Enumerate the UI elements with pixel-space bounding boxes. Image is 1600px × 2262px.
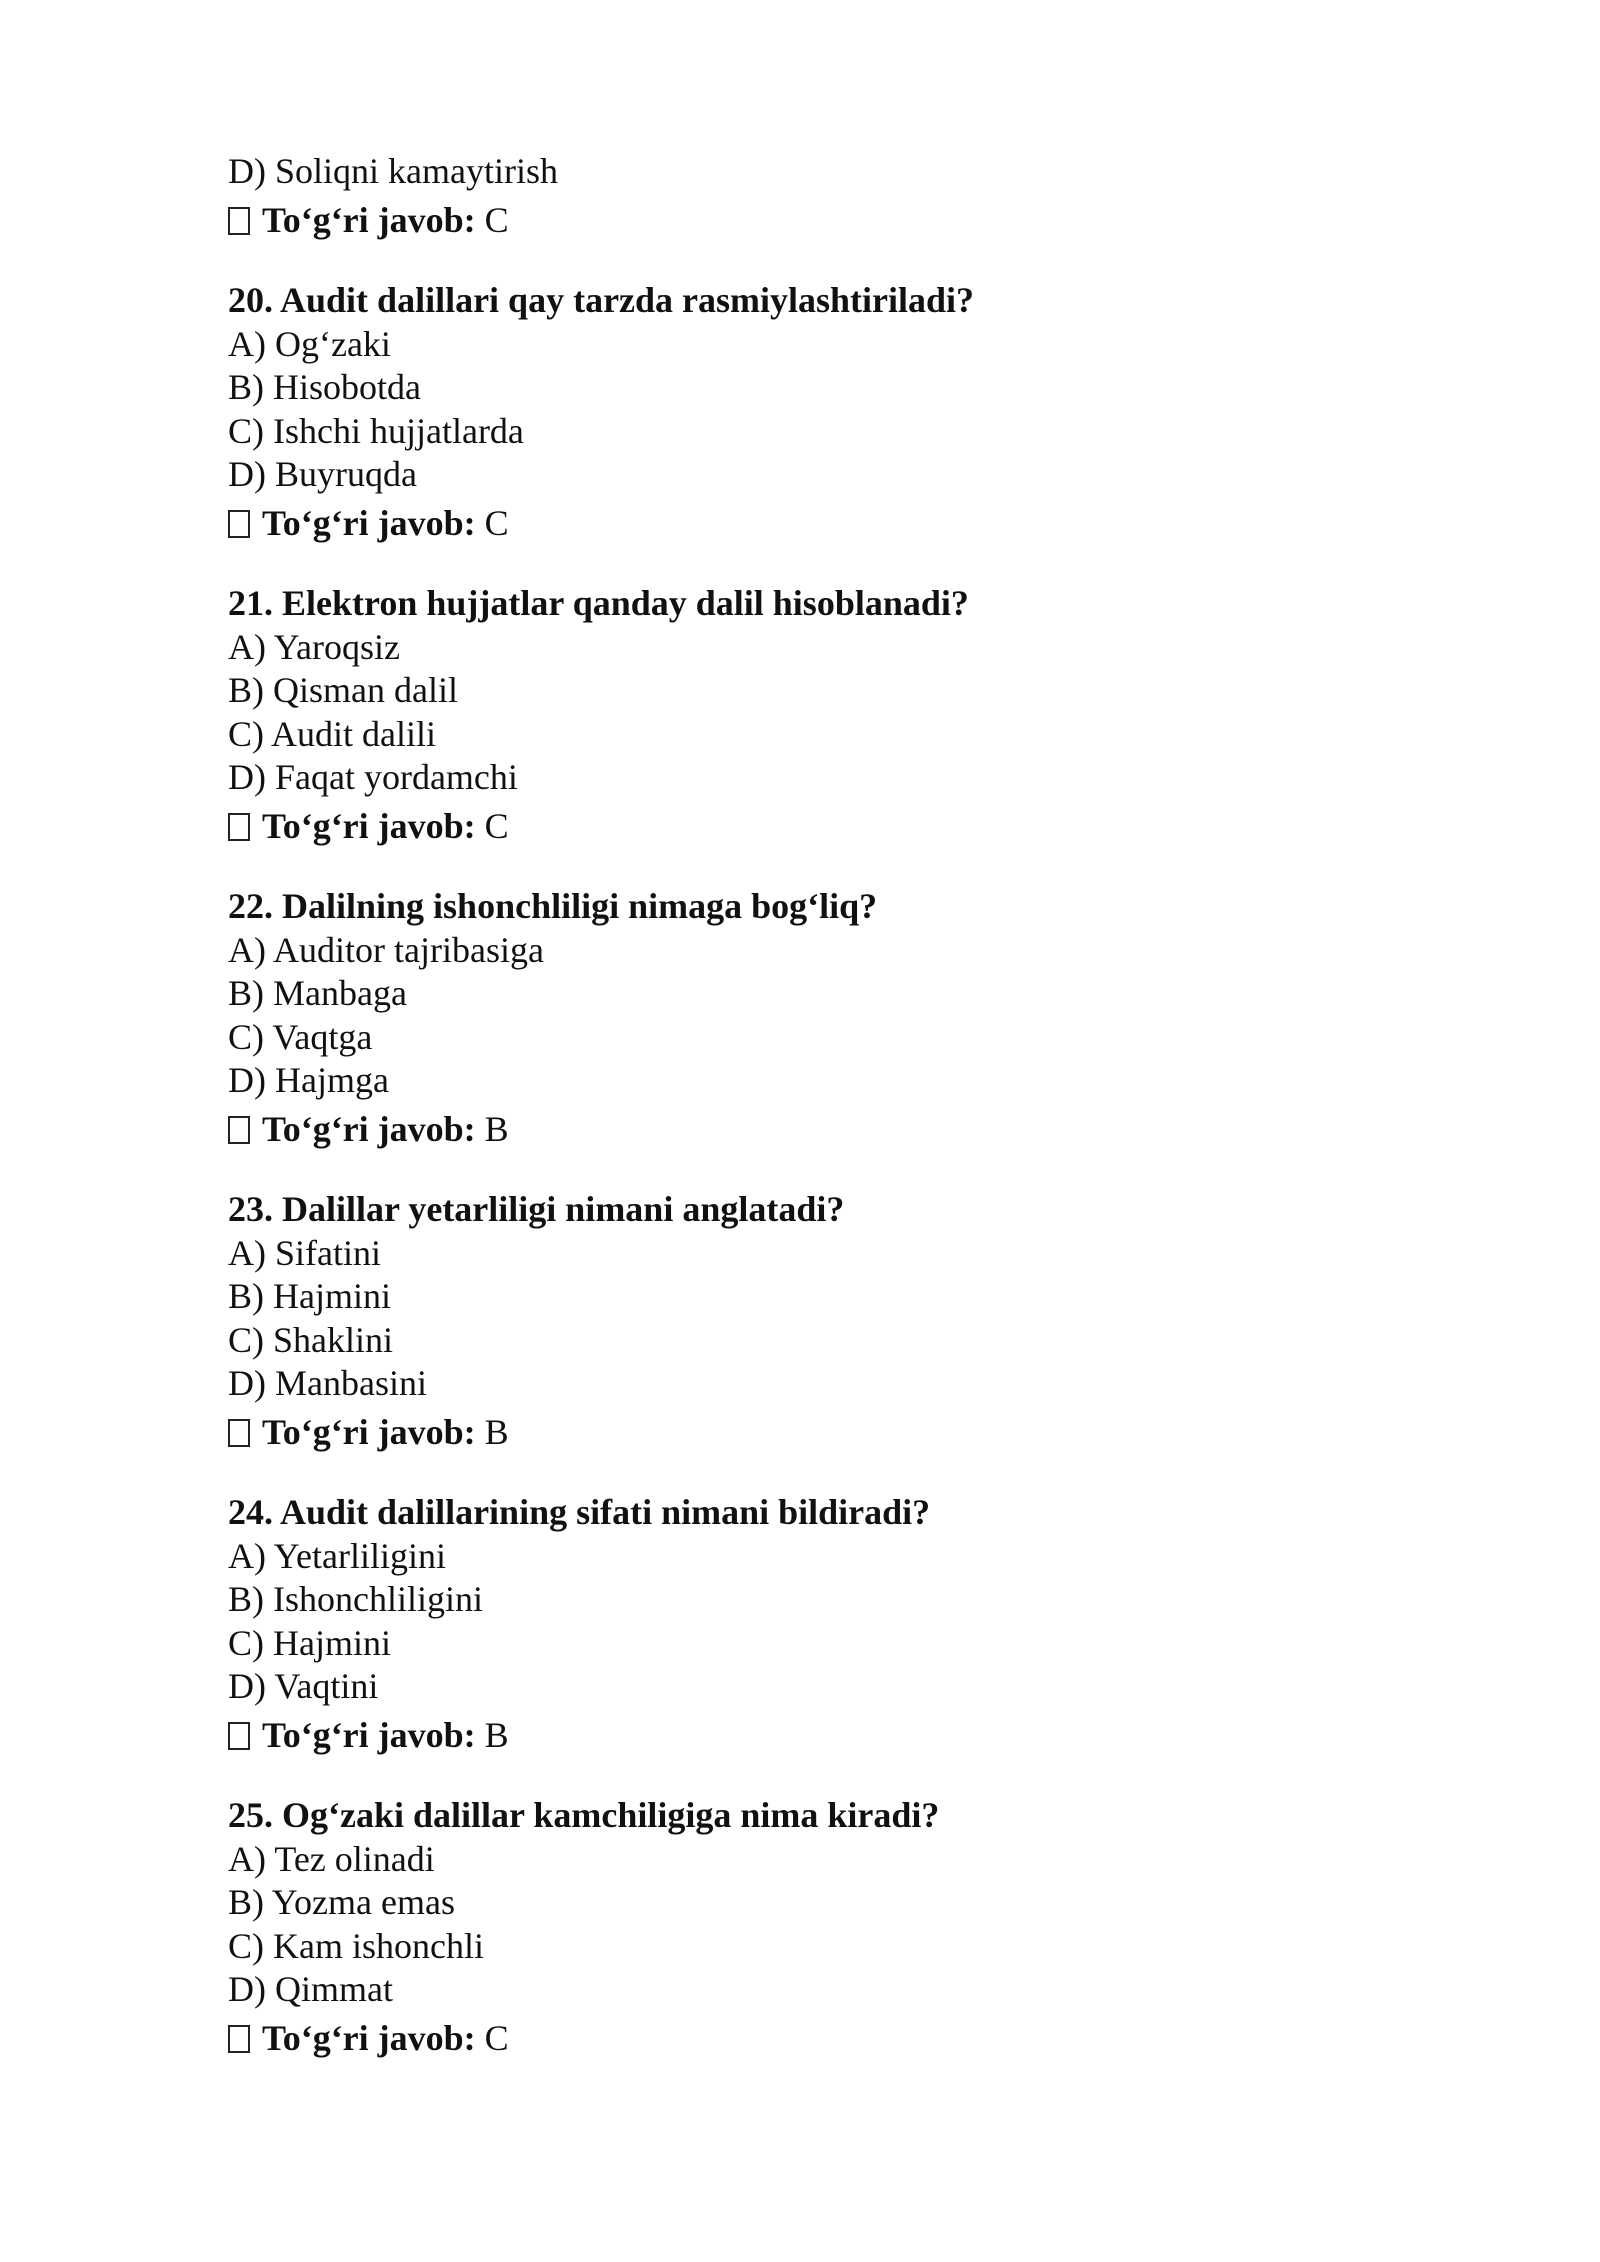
answer-value: B — [475, 1411, 509, 1452]
option-d: D) Hajmga — [228, 1060, 389, 1100]
option-b: B) Manbaga — [228, 973, 407, 1013]
option-d: D) Buyruqda — [228, 454, 417, 494]
question-block-22 — [228, 884, 1428, 1155]
answer-label: To‘g‘ri javob: — [262, 199, 476, 240]
option-c: C) Hajmini — [228, 1622, 391, 1663]
option-c: C) Audit dalili — [228, 713, 437, 754]
answer-value: C — [475, 199, 509, 240]
answer-line — [228, 1709, 1428, 1761]
answer-line — [228, 194, 1428, 246]
checkbox-icon — [228, 813, 250, 841]
option-d: D) Vaqtini — [228, 1666, 379, 1706]
answer-value: C — [475, 805, 509, 846]
answer-label: To‘g‘ri javob: — [262, 1108, 476, 1149]
option-d: D) Faqat yordamchi — [228, 757, 518, 797]
checkbox-icon — [228, 207, 250, 235]
option-a: A) Sifatini — [228, 1232, 381, 1273]
option-b: B) Hajmini — [228, 1276, 391, 1316]
answer-label: To‘g‘ri javob: — [262, 1411, 476, 1452]
answer-line — [228, 800, 1428, 852]
option-a: A) Og‘zaki — [228, 323, 391, 364]
answer-label: To‘g‘ri javob: — [262, 1714, 476, 1755]
option-b: B) Hisobotda — [228, 367, 421, 407]
option-d: D) Soliqni kamaytirish — [228, 151, 558, 191]
document-page — [228, 150, 1428, 2064]
option-a: A) Yaroqsiz — [228, 626, 401, 667]
answer-label: To‘g‘ri javob: — [262, 805, 476, 846]
option-c: C) Ishchi hujjatlarda — [228, 410, 524, 451]
question-title: 22. Dalilning ishonchliligi nimaga bog‘liq? — [228, 885, 878, 926]
checkbox-icon — [228, 2025, 250, 2053]
question-block-19-tail — [228, 150, 1428, 246]
option-a: A) Tez olinadi — [228, 1838, 435, 1879]
checkbox-icon — [228, 510, 250, 538]
question-block-20 — [228, 278, 1428, 549]
option-b: B) Ishonchliligini — [228, 1579, 483, 1619]
option-c: C) Kam ishonchli — [228, 1925, 484, 1966]
option-c: C) Vaqtga — [228, 1016, 373, 1057]
checkbox-icon — [228, 1419, 250, 1447]
question-title: 20. Audit dalillari qay tarzda rasmiylashtiriladi? — [228, 279, 975, 320]
option-d: D) Manbasini — [228, 1363, 427, 1403]
option-b: B) Qisman dalil — [228, 670, 458, 710]
option-c: C) Shaklini — [228, 1319, 394, 1360]
question-title: 24. Audit dalillarining sifati nimani bildiradi? — [228, 1491, 931, 1532]
option-a: A) Yetarliligini — [228, 1535, 447, 1576]
answer-value: B — [475, 1108, 509, 1149]
answer-value: B — [475, 1714, 509, 1755]
question-block-23 — [228, 1187, 1428, 1458]
question-block-21 — [228, 581, 1428, 852]
question-title: 25. Og‘zaki dalillar kamchiligiga nima kiradi? — [228, 1794, 940, 1835]
answer-line — [228, 497, 1428, 549]
checkbox-icon — [228, 1116, 250, 1144]
option-d: D) Qimmat — [228, 1969, 393, 2009]
option-b: B) Yozma emas — [228, 1882, 455, 1922]
question-title: 23. Dalillar yetarliligi nimani anglatadi? — [228, 1188, 845, 1229]
checkbox-icon — [228, 1722, 250, 1750]
question-block-24 — [228, 1490, 1428, 1761]
answer-label: To‘g‘ri javob: — [262, 2017, 476, 2058]
answer-value: C — [475, 502, 509, 543]
question-title: 21. Elektron hujjatlar qanday dalil hisoblanadi? — [228, 582, 969, 623]
option-a: A) Auditor tajribasiga — [228, 929, 544, 970]
answer-line — [228, 2012, 1428, 2064]
answer-label: To‘g‘ri javob: — [262, 502, 476, 543]
answer-line — [228, 1406, 1428, 1458]
answer-value: C — [475, 2017, 509, 2058]
answer-line — [228, 1103, 1428, 1155]
question-block-25 — [228, 1793, 1428, 2064]
